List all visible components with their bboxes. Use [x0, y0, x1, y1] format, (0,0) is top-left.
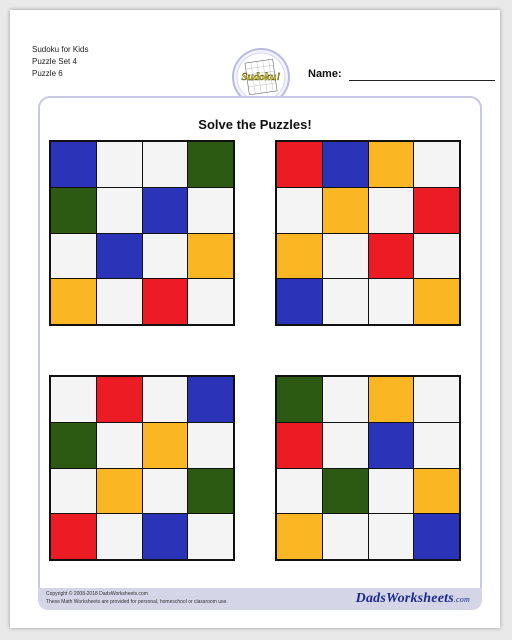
grid-cell — [323, 423, 368, 468]
grid-cell — [51, 234, 96, 279]
puzzle-set-label: Puzzle Set 4 — [32, 57, 77, 66]
grid-cell — [51, 423, 96, 468]
grid-cell — [143, 423, 188, 468]
grid-cell — [414, 142, 459, 187]
grid-cell — [51, 469, 96, 514]
name-field[interactable] — [349, 80, 495, 81]
grid-cell — [188, 188, 233, 233]
grid-cell — [188, 279, 233, 324]
brand-tld: .com — [453, 595, 470, 604]
brand-logo — [356, 591, 470, 607]
usage-note: These Math Worksheets are provided for personal, homeschool or classroom use. — [46, 599, 228, 605]
grid-cell — [277, 234, 322, 279]
grid-cell — [277, 377, 322, 422]
grid-cell — [414, 188, 459, 233]
grid-cell — [277, 423, 322, 468]
worksheet-title: Sudoku for Kids — [32, 45, 89, 54]
grid-cell — [143, 188, 188, 233]
grid-cell — [97, 142, 142, 187]
grid-cell — [188, 514, 233, 559]
grid-cell — [277, 188, 322, 233]
grid-cell — [414, 377, 459, 422]
grid-cell — [323, 469, 368, 514]
brand-name: DadsWorksheets — [355, 591, 454, 606]
sudoku-grid-3 — [49, 375, 235, 561]
grid-cell — [414, 423, 459, 468]
grid-cell — [277, 142, 322, 187]
name-label: Name: — [308, 68, 342, 80]
grid-cell — [277, 514, 322, 559]
grid-cell — [97, 423, 142, 468]
grid-cell — [369, 188, 414, 233]
grid-cell — [188, 469, 233, 514]
grid-cell — [369, 234, 414, 279]
grid-cell — [143, 142, 188, 187]
grid-cell — [277, 279, 322, 324]
grid-cell — [143, 514, 188, 559]
grid-cell — [188, 377, 233, 422]
grid-cell — [97, 234, 142, 279]
grid-cell — [97, 188, 142, 233]
grid-cell — [323, 279, 368, 324]
grid-cell — [369, 423, 414, 468]
grid-cell — [369, 377, 414, 422]
sudoku-grid-1 — [49, 140, 235, 326]
grid-cell — [323, 188, 368, 233]
grid-cell — [51, 188, 96, 233]
grid-cell — [414, 234, 459, 279]
page-title: Solve the Puzzles! — [198, 117, 312, 132]
sudoku-grid-4 — [275, 375, 461, 561]
sudoku-grid-2 — [275, 140, 461, 326]
grid-cell — [323, 234, 368, 279]
grid-cell — [188, 423, 233, 468]
grid-cell — [369, 279, 414, 324]
grid-cell — [97, 514, 142, 559]
grid-cell — [51, 377, 96, 422]
grid-cell — [97, 469, 142, 514]
grid-cell — [143, 469, 188, 514]
grid-cell — [188, 234, 233, 279]
grid-cell — [51, 279, 96, 324]
grid-cell — [143, 279, 188, 324]
grid-cell — [143, 234, 188, 279]
grid-cell — [369, 469, 414, 514]
grid-cell — [323, 377, 368, 422]
grid-cell — [97, 377, 142, 422]
grid-cell — [51, 514, 96, 559]
grid-cell — [323, 514, 368, 559]
copyright-text: Copyright © 2008-2018 DadsWorksheets.com — [46, 591, 148, 597]
grid-cell — [97, 279, 142, 324]
worksheet-page — [10, 10, 500, 628]
grid-cell — [414, 469, 459, 514]
grid-cell — [277, 469, 322, 514]
grid-cell — [323, 142, 368, 187]
grid-cell — [414, 514, 459, 559]
logo-text: Sudoku! — [241, 71, 281, 83]
grid-cell — [188, 142, 233, 187]
grid-cell — [369, 142, 414, 187]
grid-cell — [51, 142, 96, 187]
grid-cell — [143, 377, 188, 422]
grid-cell — [369, 514, 414, 559]
puzzle-number-label: Puzzle 6 — [32, 69, 63, 78]
footer-bar — [38, 588, 482, 610]
grid-cell — [414, 279, 459, 324]
